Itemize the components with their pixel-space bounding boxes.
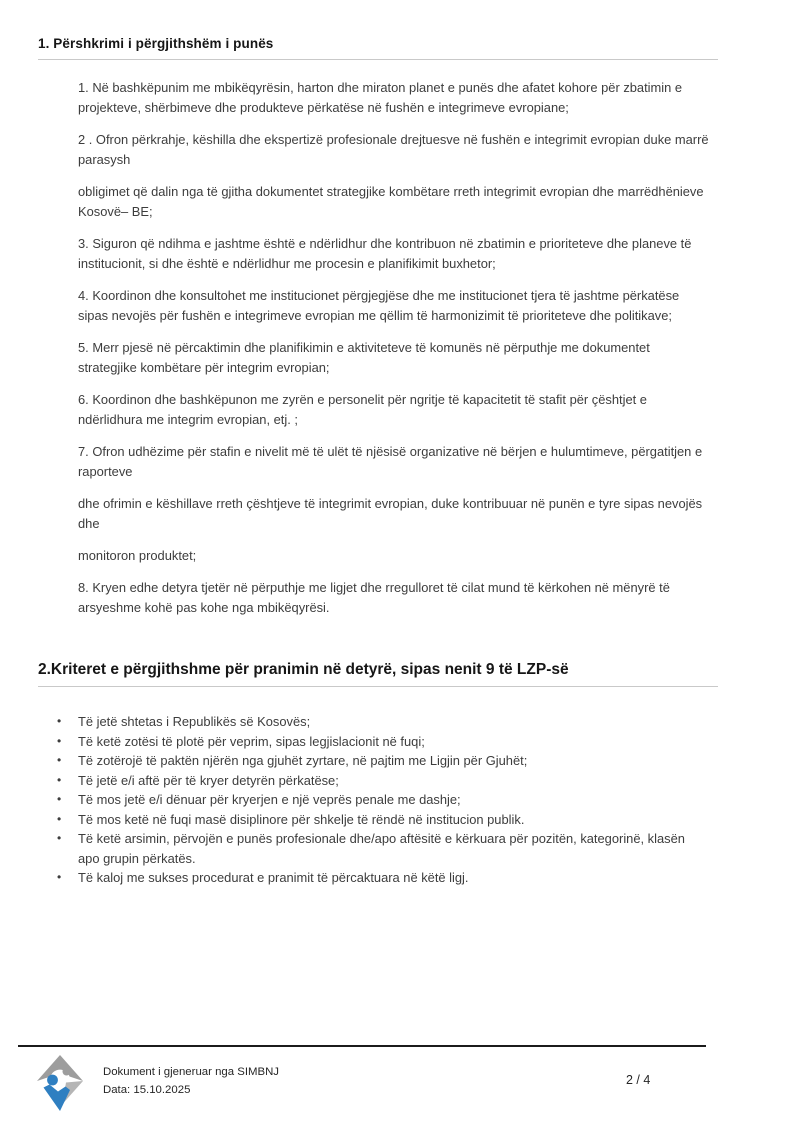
footer bbox=[36, 1055, 279, 1116]
job-description-paragraph: 7. Ofron udhëzime për stafin e nivelit më të ulët të njësisë organizative në bërjen e hulumtimeve, përgatitjen e raporteve bbox=[78, 444, 703, 479]
criteria-item: • Të mos ketë në fuqi masë disiplinore për shkelje të rëndë në institucion publik. bbox=[56, 810, 706, 830]
job-description-paragraph: monitoron produktet; bbox=[78, 548, 197, 563]
criteria-item: • Të ketë arsimin, përvojën e punës profesionale dhe/apo aftësitë e kërkuara për pozitën, kategorinë, klasën apo grupin përkatës. bbox=[56, 829, 706, 868]
job-description-paragraph: 6. Koordinon dhe bashkëpunon me zyrën e personelit për ngritje të kapacitetit të stafit për çështjet e ndërlidhura me integrim evropian, etj. ; bbox=[78, 392, 647, 427]
criteria-item: • Të ketë zotësi të plotë për veprim, sipas legjislacionit në fuqi; bbox=[56, 732, 706, 752]
criteria-item: • Të jetë shtetas i Republikës së Kosovës; bbox=[56, 712, 706, 732]
page-number: 2 / 4 bbox=[626, 1073, 651, 1087]
criteria-item: • Të kaloj me sukses procedurat e pranimit të përcaktuara në këtë ligj. bbox=[56, 868, 706, 888]
job-description-paragraph: obligimet që dalin nga të gjitha dokumentet strategjike kombëtare rreth integrimit evropian dhe marrëdhënieve Kosovë– BE; bbox=[78, 184, 704, 219]
job-description-paragraph: 1. Në bashkëpunim me mbikëqyrësin, harton dhe miraton planet e punës dhe afatet kohore për zbatimin e projekteve, shërbimeve dhe produkteve përkatëse në fushën e integrimeve evropiane; bbox=[78, 80, 683, 115]
job-description-paragraph: 5. Merr pjesë në përcaktimin dhe planifikimin e aktiviteteve të komunës në përputhje me dokumentet strategjike kombëtare për integrim evropian; bbox=[78, 340, 650, 375]
footer-date: Data: 15.10.2025 bbox=[103, 1083, 191, 1096]
section2-divider bbox=[38, 686, 718, 687]
footer-text bbox=[103, 1055, 279, 1099]
job-description-paragraph: 2 . Ofron përkrahje, këshilla dhe ekspertizë profesionale drejtuesve në fushën e integrimit evropian duke marrë parasysh bbox=[78, 132, 709, 167]
criteria-list bbox=[56, 712, 706, 888]
footer-generated-by: Dokument i gjeneruar nga SIMBNJ bbox=[103, 1066, 280, 1078]
simbnj-logo-icon bbox=[36, 1055, 84, 1116]
section1-divider bbox=[38, 59, 718, 60]
job-description-paragraph: 3. Siguron që ndihma e jashtme është e ndërlidhur dhe kontribuon në zbatimin e prioriteteve dhe planeve të institucionit, si dhe është e ndërlidhur me procesin e planifikimit buxhetor; bbox=[78, 236, 692, 271]
section2-heading: 2.Kriteret e përgjithshme për pranimin në detyrë, sipas nenit 9 të LZP-së bbox=[38, 661, 569, 678]
criteria-item: • Të zotërojë të paktën njërën nga gjuhët zyrtare, në pajtim me Ligjin për Gjuhët; bbox=[56, 751, 706, 771]
footer-divider bbox=[18, 1045, 706, 1047]
criteria-item: • Të mos jetë e/i dënuar për kryerjen e një veprës penale me dashje; bbox=[56, 790, 706, 810]
job-description-paragraph: 8. Kryen edhe detyra tjetër në përputhje me ligjet dhe rregulloret të cilat mund të kërkohen në mënyrë të arsyeshme kohë pas kohe nga mbikëqyrësi. bbox=[78, 580, 670, 615]
job-description-paragraph: dhe ofrimin e këshillave rreth çështjeve të integrimit evropian, duke kontribuuar në punën e tyre sipas nevojës dhe bbox=[78, 496, 703, 531]
section1-paragraphs bbox=[78, 78, 712, 618]
section1-heading: 1. Përshkrimi i përgjithshëm i punës bbox=[38, 36, 274, 51]
criteria-item: • Të jetë e/i aftë për të kryer detyrën përkatëse; bbox=[56, 771, 706, 791]
job-description-paragraph: 4. Koordinon dhe konsultohet me institucionet përgjegjëse dhe me institucionet tjera të jashtme përkatëse sipas nevojës për fushën e integrimeve evropian me qëllim të harmonizimit të prioriteteve dhe politikave; bbox=[78, 288, 680, 323]
